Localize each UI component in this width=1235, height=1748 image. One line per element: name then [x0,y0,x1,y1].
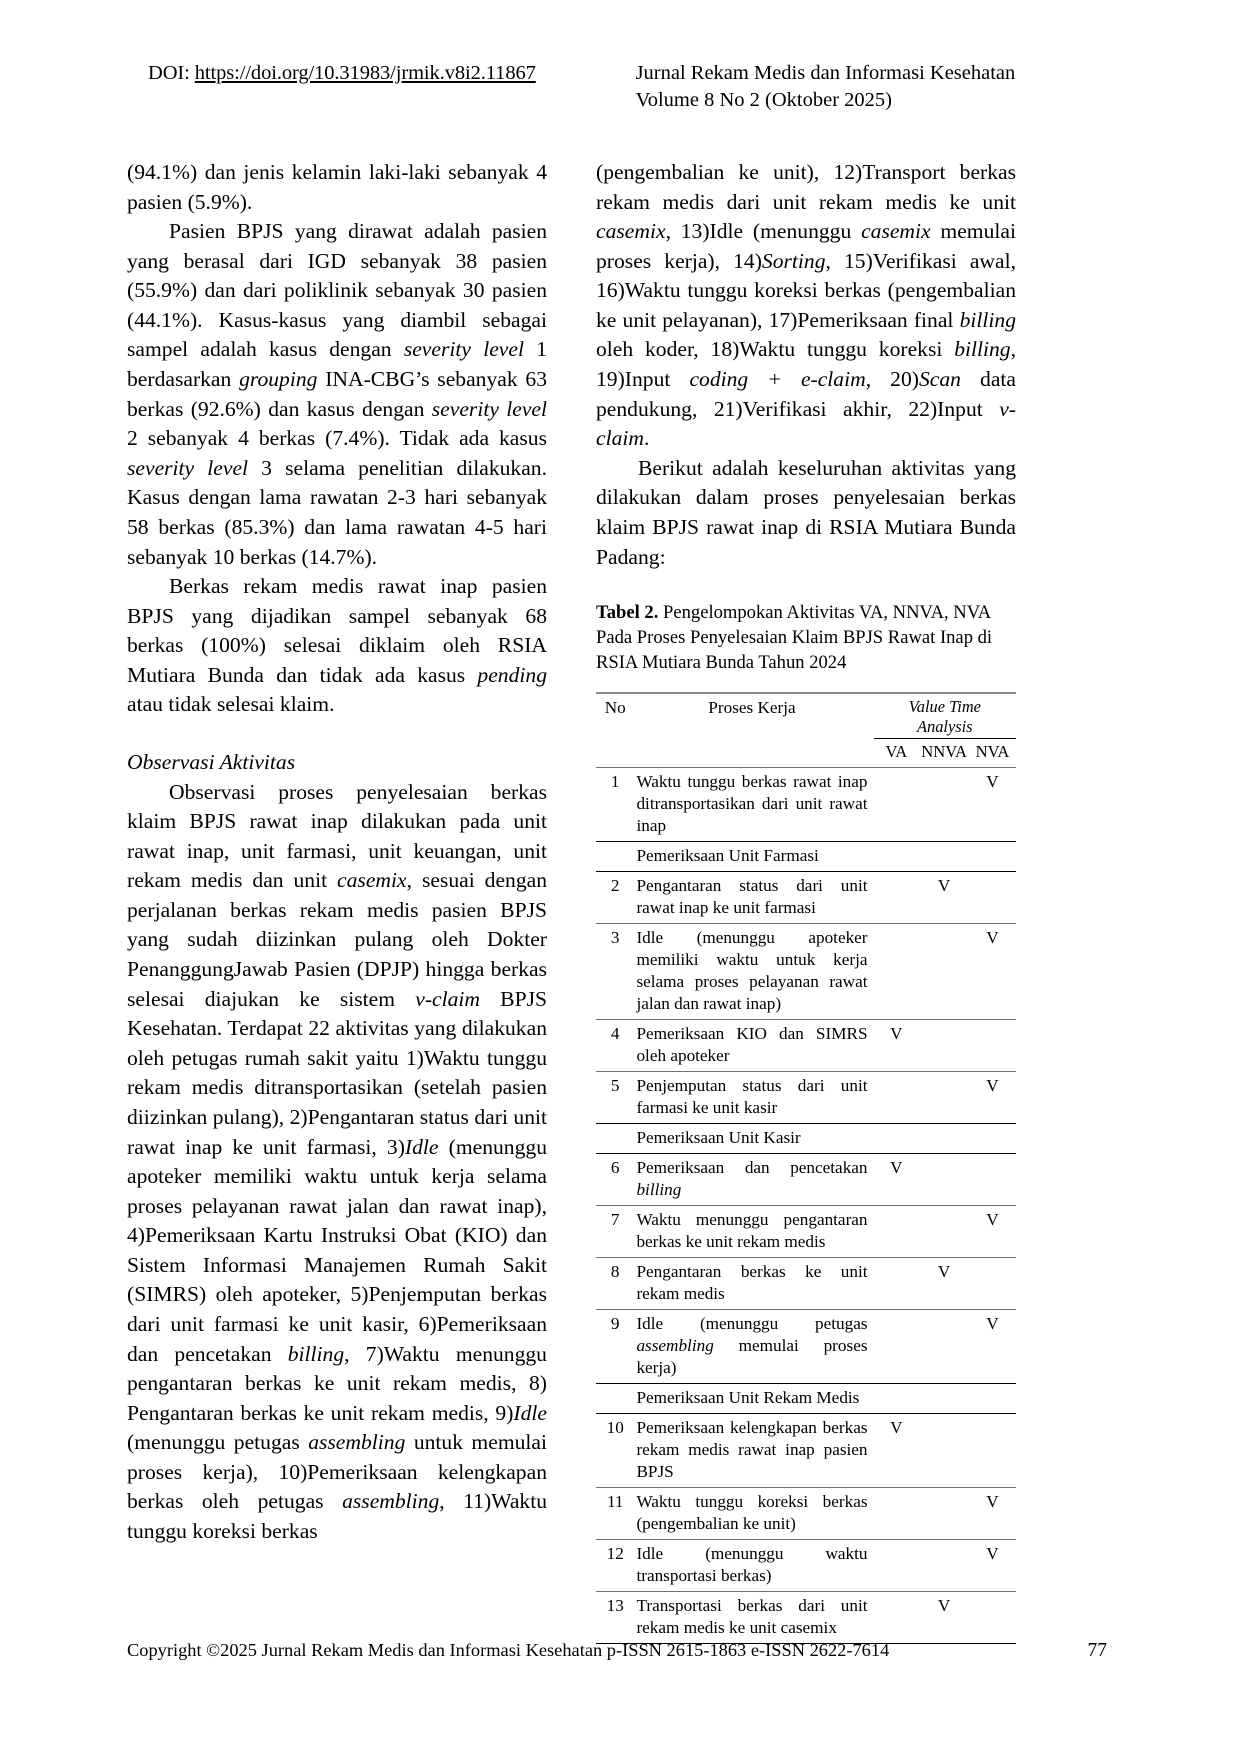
row-process-cell: Idle (menunggu waktu transportasi berkas) [634,1540,873,1592]
paragraph-3-part-a: Berkas rekam medis rawat inap pasien BPJS yang dijadikan sampel sebanyak 68 berkas (100%) selesai diklaim oleh RSIA Mutiara Bunda dan tidak ada kasus [127,574,547,687]
group-row-no-cell [596,1123,634,1153]
row-number-cell: 7 [596,1205,634,1257]
table-row [596,923,1016,1019]
table-caption-text: Pengelompokan Aktivitas VA, NNVA, NVA Pada Proses Penyelesaian Klaim BPJS Rawat Inap di RSIA Mutiara Bunda Tahun 2024 [596,602,993,674]
paragraph-3 [127,572,547,720]
paragraph-continued [596,158,1016,454]
row-process-cell [634,1309,873,1383]
paragraph-4-italic-1: casemix [337,868,407,893]
row-va-cell [874,871,920,923]
process-text-pre: Pemeriksaan dan pencetakan [636,1157,868,1177]
paragraph-4-italic-2: v-claim [415,986,480,1011]
paragraph-4-part-b: , sesuai dengan perjalanan berkas rekam medis pasien BPJS yang sudah diizinkan pulang oleh Dokter PenanggungJawab Pasien (DPJP) hingga berkas selesai diajukan ke sistem [127,868,548,1011]
paragraph-cont-part-a: (pengembalian ke unit), 12)Transport berkas rekam medis dari unit rekam medis ke unit [596,160,1016,214]
table-row [596,1257,1016,1309]
table-row [596,1309,1016,1383]
row-nnva-cell [919,1153,969,1205]
group-row-mark-cell [969,841,1016,871]
group-row-mark-cell [874,841,920,871]
doi-link[interactable]: https://doi.org/10.31983/jrmik.v8i2.11867 [194,62,536,84]
group-row-label: Pemeriksaan Unit Farmasi [634,841,873,871]
header-cell-nnva: NNVA [919,739,969,767]
paragraph-4-italic-3: Idle [404,1134,439,1159]
row-nva-cell: V [969,1071,1016,1123]
row-number-cell: 5 [596,1071,634,1123]
row-nnva-cell [919,1488,969,1540]
section-spacer [127,720,547,748]
left-text-column [127,158,547,1547]
row-process-cell: Waktu tunggu koreksi berkas (pengembalian ke unit) [634,1488,873,1540]
paragraph-4-italic-4: billing [287,1341,345,1366]
header-cell-va: VA [874,739,920,767]
table-row [596,1488,1016,1540]
row-nnva-cell [919,1019,969,1071]
paragraph-cont-part-e: oleh koder, 18)Waktu tunggu koreksi [596,337,955,362]
paragraph-cont-italic-4: billing [959,307,1016,332]
row-nva-cell [969,1019,1016,1071]
table-spacer [596,572,1016,600]
table-row [596,1414,1016,1488]
row-nva-cell [969,1592,1016,1644]
table-header-row [596,693,1016,739]
paragraph-4-part-e: , 7)Waktu menunggu pengantaran berkas ke unit rekam medis, 8) Pengantaran berkas ke unit rekam medis, 9) [127,1341,547,1425]
row-va-cell [874,1592,920,1644]
row-nnva-cell [919,767,969,841]
table-row [596,871,1016,923]
row-va-cell [874,1309,920,1383]
group-row-mark-cell [919,841,969,871]
row-nva-cell: V [969,767,1016,841]
paragraph-1 [127,158,547,217]
table-row [596,1019,1016,1071]
paragraph-cont-part-g: , 20) [865,367,919,392]
journal-volume: Volume 8 No 2 (Oktober 2025) [635,89,892,112]
row-process-cell: Waktu tunggu berkas rawat inap ditransportasikan dari unit rawat inap [634,767,873,841]
paragraph-cont-italic-7: Scan [918,367,961,392]
paragraph-cont-italic-1: casemix [596,219,666,244]
paragraph-2-part-b: 1 berdasarkan [127,337,547,392]
paragraph-2-part-a: Pasien BPJS yang dirawat adalah pasien yang berasal dari IGD sebanyak 38 pasien (55.9%) dan dari poliklinik sebanyak 30 pasien (44.1%). Kasus-kasus yang diambil sebagai sampel adalah kasus dengan [127,219,547,362]
row-nva-cell [969,871,1016,923]
table-body [596,767,1016,1644]
table-row [596,1071,1016,1123]
row-nnva-cell: V [919,1592,969,1644]
paragraph-berikut-text: Berikut adalah keseluruhan aktivitas yang dilakukan dalam proses penyelesaian berkas klaim BPJS rawat inap di RSIA Mutiara Bunda Padang: [596,455,1016,569]
paragraph-cont-italic-8: v-claim [596,396,1016,451]
paragraph-cont-part-d: , 15)Verifikasi awal, 16)Waktu tunggu koreksi berkas (pengembalian ke unit pelayanan), 17)Pemeriksaan final [596,248,1016,332]
paragraph-2-italic-2: grouping [239,367,318,392]
header-group-line1: Value Time [908,697,981,717]
row-nva-cell: V [969,1488,1016,1540]
table-row [596,1205,1016,1257]
paragraph-cont-italic-2: casemix [861,219,931,244]
page-header [148,60,1088,115]
row-nnva-cell [919,1309,969,1383]
row-nnva-cell [919,1540,969,1592]
paragraph-4-part-g: untuk memulai proses kerja), 10)Pemeriksaan kelengkapan berkas oleh petugas [127,1430,547,1514]
row-nnva-cell [919,1071,969,1123]
row-number-cell: 2 [596,871,634,923]
row-number-cell: 3 [596,923,634,1019]
row-number-cell: 11 [596,1488,634,1540]
row-va-cell [874,1071,920,1123]
group-row-no-cell [596,841,634,871]
right-text-column [596,158,1016,1644]
row-nnva-cell: V [919,1257,969,1309]
group-row-mark-cell [969,1384,1016,1414]
paragraph-cont-italic-5: billing [954,337,1011,362]
row-va-cell [874,767,920,841]
paragraph-2 [127,217,547,572]
paragraph-cont-italic-6: coding + e-claim [689,367,866,392]
row-va-cell [874,923,920,1019]
doi-line [148,60,572,87]
paragraph-3-italic-1: pending [477,662,547,687]
group-row-mark-cell [874,1123,920,1153]
row-va-cell: V [874,1153,920,1205]
paragraph-4-part-c: BPJS Kesehatan. Terdapat 22 aktivitas yang dilakukan oleh petugas rumah sakit yaitu 1)Waktu tunggu rekam medis ditransportasikan (setelah pasien diizinkan pulang), 2)Pengantaran status dari unit rawat inap ke unit farmasi, 3) [127,986,547,1159]
paragraph-2-part-e: 3 selama penelitian dilakukan. Kasus dengan lama rawatan 2-3 hari sebanyak 58 berkas (85.3%) dan lama rawatan 4-5 hari sebanyak 10 berkas (14.7%). [127,455,547,569]
section-heading-observasi: Observasi Aktivitas [127,749,296,774]
row-number-cell: 9 [596,1309,634,1383]
process-text-italic: billing [636,1179,682,1199]
paragraph-cont-part-h: data pendukung, 21)Verifikasi akhir, 22)Input [596,367,1016,421]
footer-page-number: 77 [1087,1640,1107,1661]
process-text-post: memulai proses kerja) [636,1335,868,1377]
row-nva-cell: V [969,1205,1016,1257]
row-process-cell: Idle (menunggu apoteker memiliki waktu untuk kerja selama proses pelayanan rawat jalan dan rawat inap) [634,923,873,1019]
paragraph-4-part-h: , 11)Waktu tunggu koreksi berkas [127,1489,548,1544]
row-va-cell [874,1205,920,1257]
paragraph-4-italic-7: assembling [342,1489,440,1514]
table-group-row [596,841,1016,871]
row-va-cell [874,1488,920,1540]
paragraph-4-part-a: Observasi proses penyelesaian berkas klaim BPJS rawat inap dilakukan pada unit rawat inap, unit farmasi, unit keuangan, unit rekam medis dan unit [127,779,547,893]
header-cell-no: No [596,693,634,767]
table-caption [596,600,1016,675]
row-nva-cell [969,1153,1016,1205]
header-cell-group [874,693,1016,739]
paragraph-3-part-b: atau tidak selesai klaim. [127,692,335,717]
paragraph-berikut [596,454,1016,572]
row-number-cell: 1 [596,767,634,841]
paragraph-cont-part-b: , 13)Idle (menunggu [665,219,862,244]
row-nva-cell: V [969,1309,1016,1383]
table-row [596,1153,1016,1205]
table-group-row [596,1123,1016,1153]
row-number-cell: 6 [596,1153,634,1205]
paragraph-cont-part-f: , 19)Input [596,337,1016,392]
group-row-label: Pemeriksaan Unit Kasir [634,1123,873,1153]
paragraph-cont-part-c: memulai proses kerja), 14) [596,219,1016,273]
row-number-cell: 10 [596,1414,634,1488]
table-group-row [596,1384,1016,1414]
journal-name: Jurnal Rekam Medis dan Informasi Kesehatan [635,62,1016,84]
header-cell-process: Proses Kerja [634,693,873,767]
paragraph-2-part-c: INA-CBG’s sebanyak 63 berkas (92.6%) dan kasus dengan [127,367,547,421]
row-va-cell: V [874,1414,920,1488]
row-process-cell: Pengantaran berkas ke unit rekam medis [634,1257,873,1309]
paragraph-cont-part-i: . [643,426,650,451]
row-nnva-cell [919,923,969,1019]
group-row-mark-cell [919,1123,969,1153]
row-process-cell: Pemeriksaan kelengkapan berkas rekam medis rawat inap pasien BPJS [634,1414,873,1488]
group-row-mark-cell [874,1384,920,1414]
table-head [596,693,1016,767]
paragraph-2-italic-3: severity level [431,396,548,421]
row-number-cell: 13 [596,1592,634,1644]
group-row-mark-cell [969,1123,1016,1153]
paragraph-2-part-d: 2 sebanyak 4 berkas (7.4%). Tidak ada kasus [127,426,547,451]
row-va-cell: V [874,1019,920,1071]
row-nnva-cell [919,1205,969,1257]
row-process-cell [634,1153,873,1205]
row-number-cell: 4 [596,1019,634,1071]
row-number-cell: 12 [596,1540,634,1592]
row-number-cell: 8 [596,1257,634,1309]
value-time-analysis-table [596,692,1016,1644]
row-va-cell [874,1257,920,1309]
paragraph-cont-italic-3: Sorting [761,248,826,273]
paragraph-2-italic-1: severity level [403,337,524,362]
row-va-cell [874,1540,920,1592]
paragraph-4-italic-5: Idle [513,1400,547,1425]
row-nnva-cell [919,1414,969,1488]
row-process-cell: Transportasi berkas dari unit rekam medis ke unit casemix [634,1592,873,1644]
table-container [596,692,1016,1644]
row-nva-cell [969,1257,1016,1309]
footer-copyright: Copyright ©2025 Jurnal Rekam Medis dan Informasi Kesehatan p-ISSN 2615-1863 e-ISSN 2622-7614 [127,1640,890,1660]
table-caption-label: Tabel 2. [596,602,659,624]
row-process-cell: Pemeriksaan KIO dan SIMRS oleh apoteker [634,1019,873,1071]
paragraph-4 [127,778,547,1547]
header-cell-nva: NVA [969,739,1016,767]
process-text-pre: Idle (menunggu petugas [636,1313,868,1333]
row-process-cell: Pengantaran status dari unit rawat inap ke unit farmasi [634,871,873,923]
row-process-cell: Penjemputan status dari unit farmasi ke unit kasir [634,1071,873,1123]
row-nva-cell [969,1414,1016,1488]
row-nva-cell: V [969,1540,1016,1592]
doi-prefix-label: DOI: [148,62,195,84]
paragraph-4-part-f: (menunggu petugas [127,1430,309,1455]
paragraph-4-italic-6: assembling [308,1430,406,1455]
paragraph-2-italic-4: severity level [127,455,249,480]
row-nva-cell: V [969,923,1016,1019]
row-process-cell: Waktu menunggu pengantaran berkas ke unit rekam medis [634,1205,873,1257]
table-row [596,1592,1016,1644]
paragraph-4-part-d: (menunggu apoteker memiliki waktu untuk kerja selama proses pelayanan rawat jalan dan rawat inap), 4)Pemeriksaan Kartu Instruksi Obat (KIO) dan Sistem Informasi Manajemen Rumah Sakit (SIMRS) oleh apoteker, 5)Penjemputan berkas dari unit farmasi ke unit kasir, 6)Pemeriksaan dan pencetakan [127,1134,547,1366]
group-row-mark-cell [919,1384,969,1414]
group-row-no-cell [596,1384,634,1414]
header-group-line2: Analysis [916,717,973,737]
journal-info [636,60,1088,115]
table-row [596,1540,1016,1592]
table-row [596,767,1016,841]
row-nnva-cell: V [919,871,969,923]
process-text-italic: assembling [636,1335,714,1355]
group-row-label: Pemeriksaan Unit Rekam Medis [634,1384,873,1414]
page-footer [127,1640,1107,1662]
paragraph-1-text: (94.1%) dan jenis kelamin laki-laki sebanyak 4 pasien (5.9%). [127,160,547,214]
